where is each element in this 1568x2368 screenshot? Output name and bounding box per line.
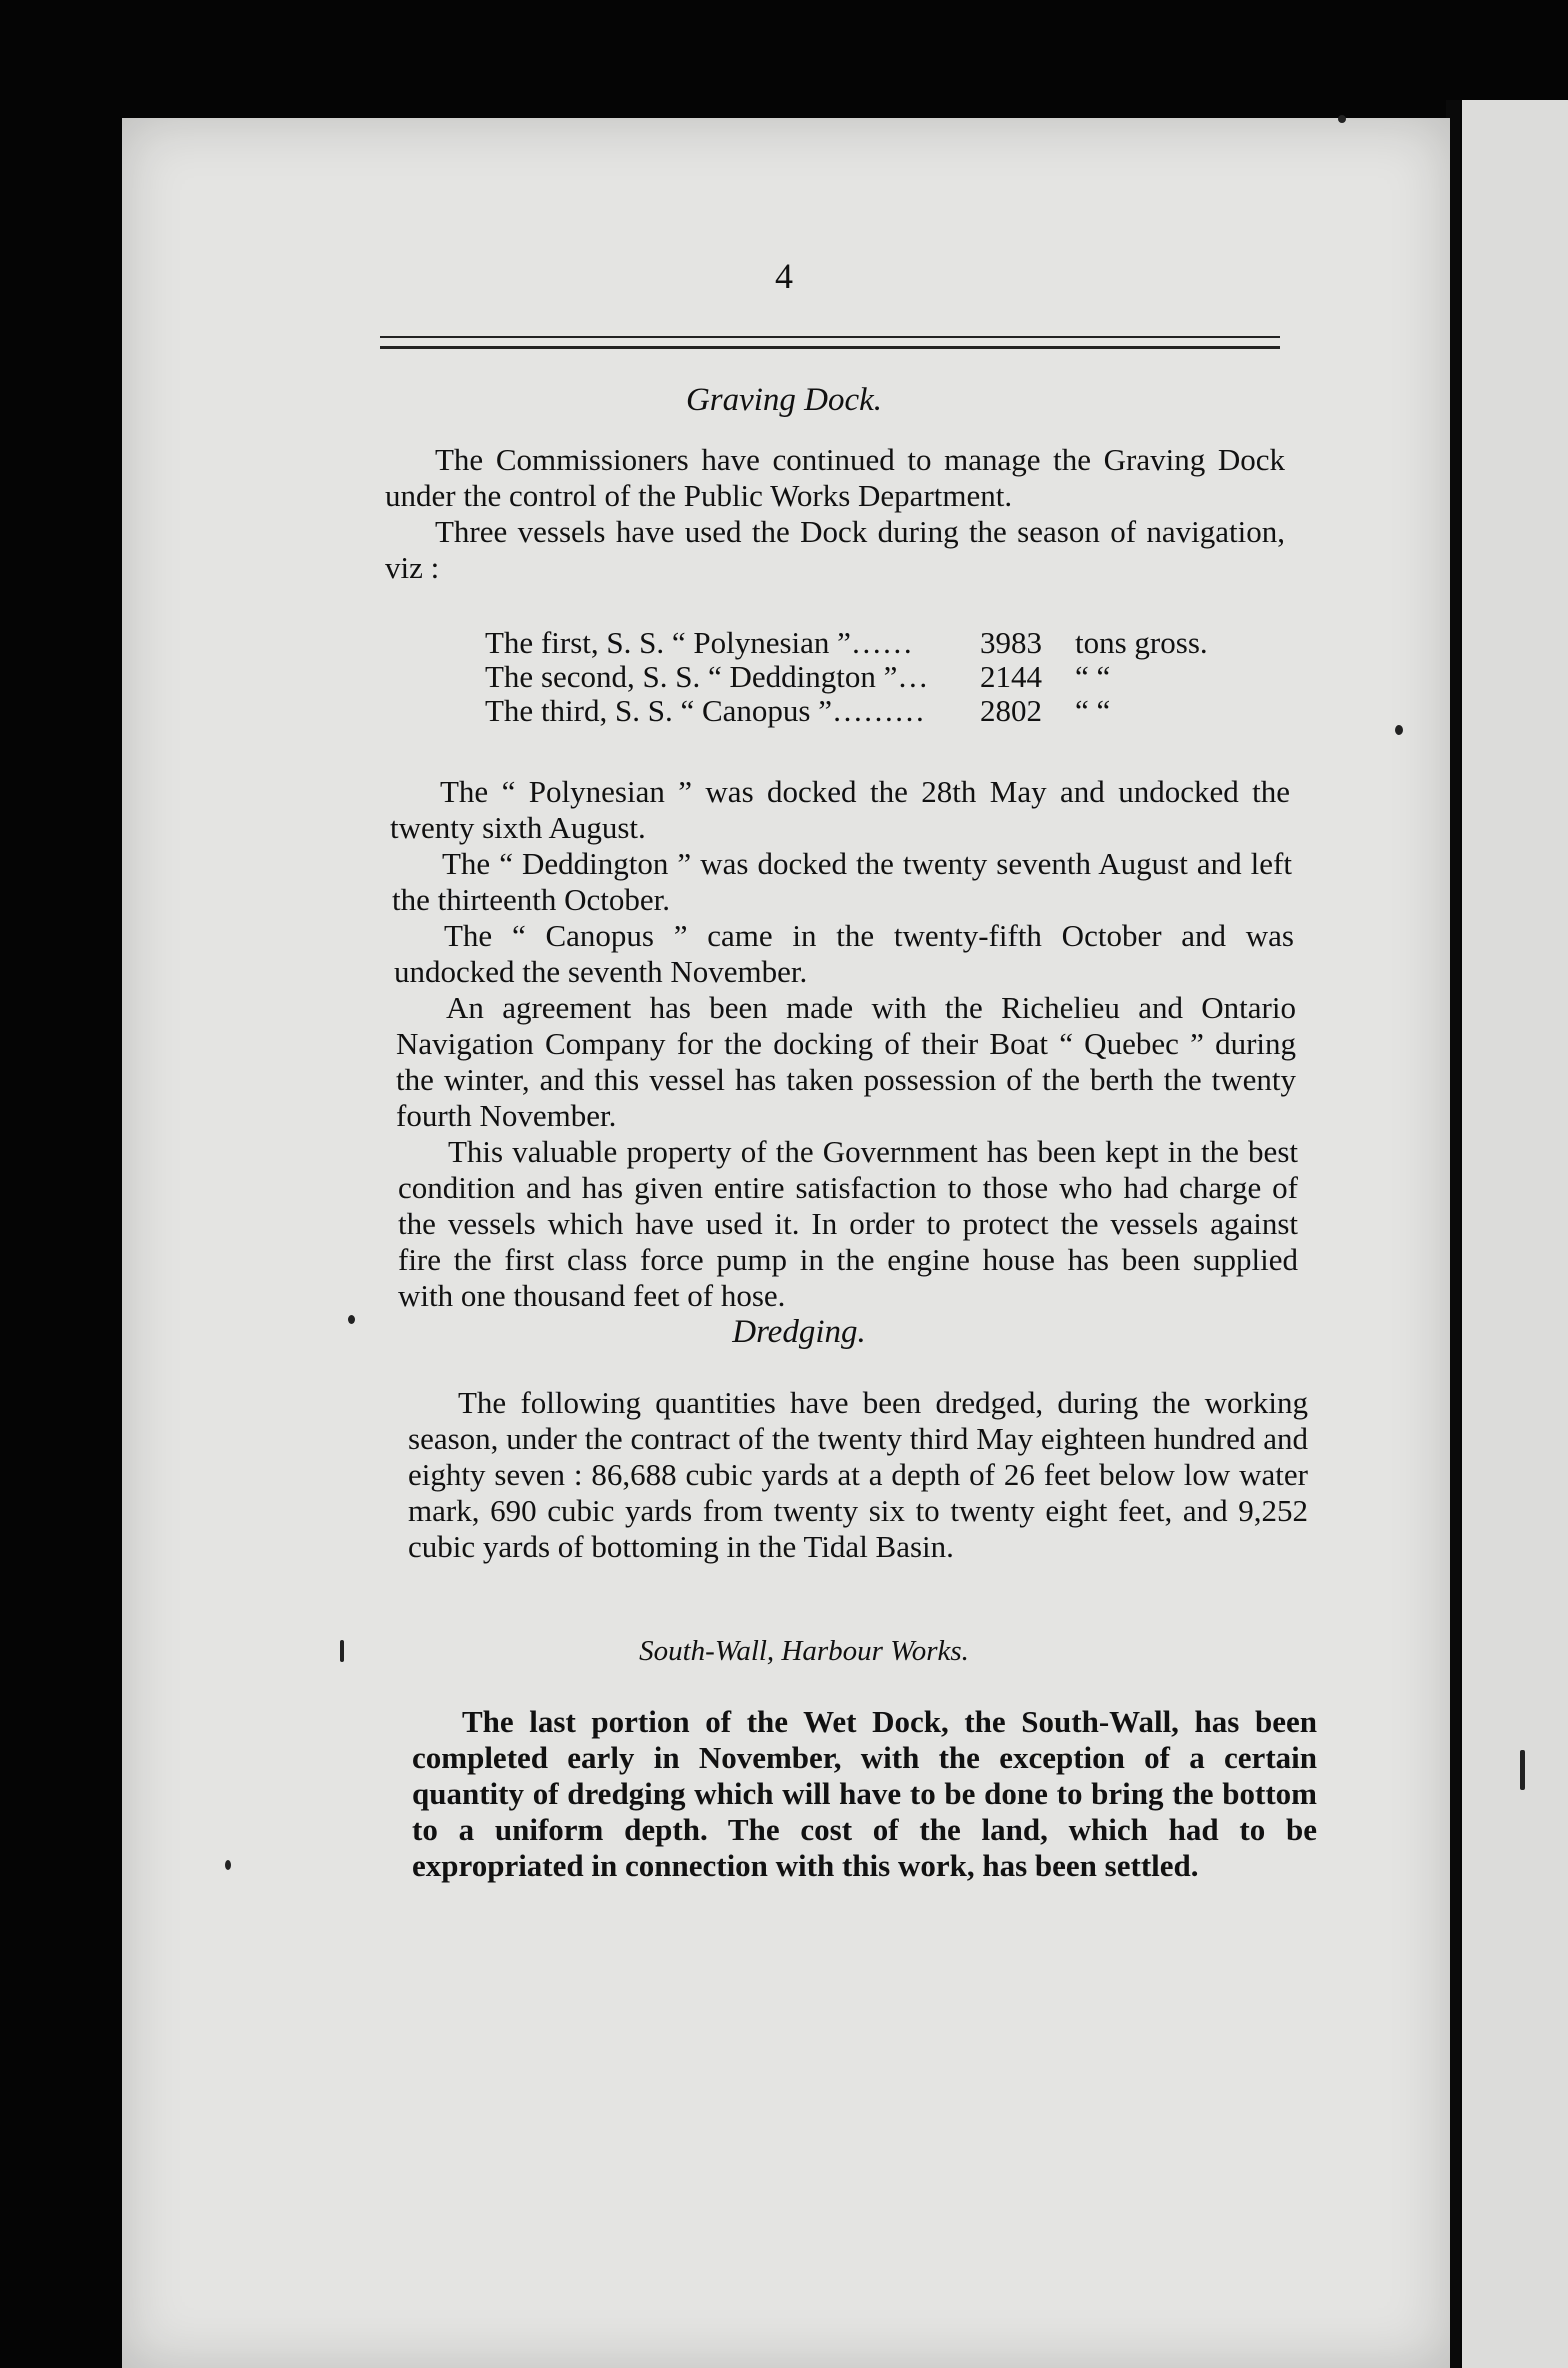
graving-dock-paragraph-6: An agreement has been made with the Richelieu and Ontario Navigation Company for the docking of their Boat “ Quebec ” during the winter, and this vessel has taken possession of the berth the twenty fourth November.	[396, 990, 1296, 1133]
vessel-name: The first, S. S. “ Polynesian ”……	[485, 625, 913, 660]
vessel-row	[485, 694, 1245, 728]
adjacent-page-text-fragment	[1520, 1750, 1525, 1790]
vessel-list	[485, 626, 1245, 728]
graving-dock-paragraph-1: The Commissioners have continued to manage the Graving Dock under the control of the Public Works Department.	[385, 442, 1285, 513]
scan-speck	[1338, 115, 1346, 123]
vessel-tonnage: 2144	[980, 659, 1042, 694]
vessel-unit: tons gross.	[1075, 625, 1208, 660]
dredging-paragraph: The following quantities have been dredged, during the working season, under the contract of the twenty third May eighteen hundred and eighty seven : 86,688 cubic yards at a depth of 26 feet below low water mark, 690 cubic yards from twenty six to twenty eight feet, and 9,252 cubic yards of bottoming in the Tidal Basin.	[408, 1385, 1308, 1564]
page-number: 4	[775, 256, 793, 296]
graving-dock-paragraph-2: Three vessels have used the Dock during the season of navigation, viz :	[385, 514, 1285, 585]
vessel-name: The second, S. S. “ Deddington ”…	[485, 659, 929, 694]
graving-dock-paragraph-5: The “ Canopus ” came in the twenty-fifth October and was undocked the seventh November.	[394, 918, 1294, 989]
scan-speck	[348, 1315, 355, 1324]
adjacent-page-edge	[1462, 100, 1568, 2368]
graving-dock-paragraph-4: The “ Deddington ” was docked the twenty seventh August and left the thirteenth October.	[392, 846, 1292, 917]
vessel-tonnage: 2802	[980, 693, 1042, 728]
section-heading-south-wall: South-Wall, Harbour Works.	[639, 1635, 969, 1667]
vessel-unit: “ “	[1075, 693, 1111, 728]
section-heading-dredging: Dredging.	[732, 1314, 866, 1350]
vessel-unit: “ “	[1075, 659, 1111, 694]
vessel-row	[485, 626, 1245, 660]
scan-speck	[1395, 725, 1403, 735]
vessel-row	[485, 660, 1245, 694]
header-rule-top	[380, 336, 1280, 338]
scan-speck	[225, 1860, 231, 1870]
graving-dock-paragraph-3: The “ Polynesian ” was docked the 28th May and undocked the twenty sixth August.	[390, 774, 1290, 845]
section-heading-graving-dock: Graving Dock.	[685, 382, 883, 418]
graving-dock-paragraph-7: This valuable property of the Government has been kept in the best condition and has given entire satisfaction to those who had charge of the vessels which have used it. In order to protect the vessels against fire the first class force pump in the engine house has been supplied with one thousand feet of hose.	[398, 1134, 1298, 1313]
south-wall-paragraph: The last portion of the Wet Dock, the South-Wall, has been completed early in November, with the exception of a certain quantity of dredging which will have to be done to bring the bottom to a uniform depth. The cost of the land, which had to be expropriated in connection with this work, has been settled.	[412, 1704, 1317, 1883]
scan-speck	[340, 1640, 344, 1662]
vessel-name: The third, S. S. “ Canopus ”………	[485, 693, 925, 728]
header-rule-bottom	[380, 346, 1280, 349]
vessel-tonnage: 3983	[980, 625, 1042, 660]
